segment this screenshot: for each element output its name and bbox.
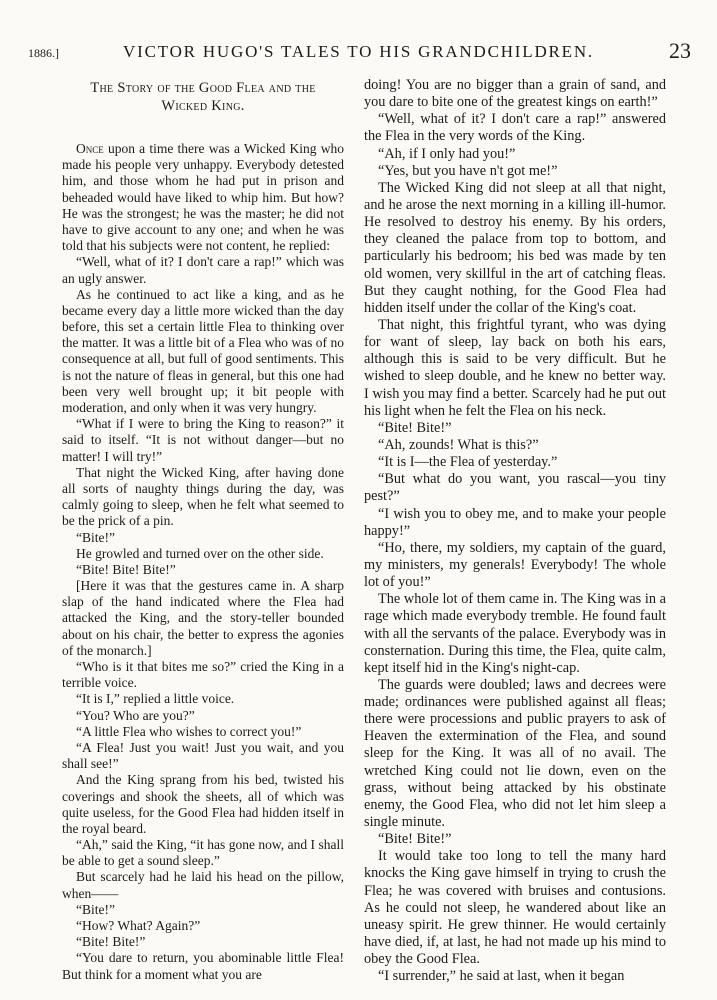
paragraph-text: “A little Flea who wishes to correct you!” <box>76 723 302 739</box>
paragraph-text: “I surrender,” he said at last, when it began <box>378 968 625 985</box>
left-column <box>62 80 344 983</box>
paragraph <box>364 163 666 180</box>
paragraph <box>364 968 666 985</box>
paragraph <box>62 465 344 530</box>
issue-date: 1886.] <box>28 46 59 60</box>
paragraph-text: “Ah, if I only had you!” <box>378 145 516 162</box>
paragraph-text: “Who is it that bites me so?” cried the King in a terrible voice. <box>62 659 344 691</box>
paragraph-text: “It is I—the Flea of yesterday.” <box>378 454 558 471</box>
paragraph <box>62 287 344 417</box>
paragraph <box>364 471 666 505</box>
paragraph <box>364 437 666 454</box>
paragraph-text: That night the Wicked King, after having done all sorts of naughty things during the day, was calmly going to sleep, when he felt what seemed to be the prick of a pin. <box>62 464 344 529</box>
paragraph-text: That night, this frightful tyrant, who was dying for want of sleep, lay back on both his ears, although this is said to be very difficult. But he wished to sleep double, and he knew no better way. I wish you may find a better. Scarcely had he put out his light when he felt the Flea on his neck. <box>364 316 666 419</box>
paragraph-text: “Bite! Bite!” <box>378 419 452 436</box>
paragraph-text: And the King sprang from his bed, twisted his coverings and shook the sheets, all of which was quite useless, for the Good Flea had hidden itself in the royal beard. <box>62 772 344 836</box>
paragraph <box>364 848 666 968</box>
paragraph <box>62 902 344 918</box>
paragraph <box>364 591 666 677</box>
paragraph <box>62 578 344 659</box>
paragraph-text: The Wicked King did not sleep at all that night, and he arose the next morning in a killing ill-humor. He resolved to destroy his enemy. By his orders, they cleaned the palace from top to bottom, and particularly his bedroom; his bed was made by ten old women, very skillful in the art of catching fleas. But they caught nothing, for the Good Flea had hidden itself under the collar of the King's coat. <box>364 179 666 316</box>
paragraph-text: The whole lot of them came in. The King was in a rage which made everybody tremble. He found fault with all the servants of the palace. Everybody was in consternation. During this time, the Flea, quite calm, kept itself hid in the King's night-cap. <box>364 591 666 676</box>
paragraph-text: “A Flea! Just you wait! Just you wait, and you shall see!” <box>62 739 344 772</box>
paragraph <box>364 317 666 420</box>
paragraph-text: “Well, what of it? I don't care a rap!” answered the Flea in the very words of the King. <box>364 111 666 145</box>
paragraph-text: “What if I were to bring the King to reason?” it said to itself. “It is not without danger—but no matter! I will try!” <box>62 416 344 464</box>
paragraph-text: He growled and turned over on the other side. <box>76 545 324 561</box>
paragraph <box>62 562 344 578</box>
paragraph <box>62 950 344 982</box>
paragraph <box>62 546 344 562</box>
page-number: 23 <box>669 38 691 63</box>
paragraph <box>62 141 344 254</box>
paragraph-text: “Bite! Bite! Bite!” <box>76 561 176 577</box>
paragraph-text: “How? What? Again?” <box>76 918 201 933</box>
paragraph-text: upon a time there was a Wicked King who made his people very unhappy. Everybody detested him, and those whom he had put in prison and beheaded would have liked to whip him. But how? He was the strongest; he was the master; he did not have to give account to any one; and when he was told that his subjects were not content, he replied: <box>62 141 344 254</box>
paragraph-text: “You dare to return, you abominable little Flea! But think for a moment what you are <box>62 950 344 982</box>
paragraph <box>62 918 344 934</box>
paragraph <box>364 111 666 145</box>
paragraph-text: It would take too long to tell the many hard knocks the King gave himself in trying to crush the Flea; he was covered with bruises and contusions. As he could not sleep, he wandered about like an uneasy spirit. He grew thinner. He would certainly have died, if, at last, he had not made up his mind to obey the Good Flea. <box>364 848 666 968</box>
paragraph-text: “Bite! Bite!” <box>378 831 452 848</box>
story-title-line-1: The Story of the Good Flea and the <box>90 80 316 96</box>
paragraph <box>62 708 344 724</box>
paragraph <box>364 146 666 163</box>
paragraph <box>62 837 344 869</box>
paragraph <box>364 77 666 111</box>
story-title-line-2: Wicked King. <box>161 97 245 114</box>
paragraph-text: “Bite!” <box>76 529 115 545</box>
running-title: VICTOR HUGO'S TALES TO HIS GRANDCHILDREN. <box>123 42 594 61</box>
paragraph-text: “Ah, zounds! What is this?” <box>378 436 539 453</box>
paragraph-text: “Bite!” <box>76 901 115 917</box>
paragraph <box>62 772 344 837</box>
paragraph-text: As he continued to act like a king, and as he became every day a little more wicked than the day before, this set a certain little Flea to thinking over the matter. It was a little bit of a Flea who was of no consequence at all, but full of good sentiments. This is not the nature of fleas in general, but this one had been very well brought up; it bit people with moderation, and only when it was very hungry. <box>62 286 344 415</box>
right-column <box>364 77 666 985</box>
paragraph <box>62 724 344 740</box>
paragraph <box>364 180 666 317</box>
paragraph-text: “But what do you want, you rascal—you tiny pest?” <box>364 471 666 505</box>
paragraph <box>364 831 666 848</box>
paragraph-text: “Ho, there, my soldiers, my captain of the guard, my ministers, my generals! Everybody! The whole lot of you!” <box>364 539 666 591</box>
paragraph-lead: Once <box>76 141 104 156</box>
paragraph <box>62 659 344 691</box>
paragraph-text: “Bite! Bite!” <box>76 934 146 950</box>
paragraph <box>62 254 344 286</box>
paragraph <box>62 740 344 772</box>
paragraph-text: The guards were doubled; laws and decrees were made; ordinances were published against all fleas; there were processions and public prayers to ask of Heaven the extermination of the Flea, and sound sleep for the King. It was all of no avail. The wretched King could not lie down, even on the grass, without being attacked by his obstinate enemy, the Good Flea, who did not let him sleep a single minute. <box>364 676 666 831</box>
paragraph <box>364 454 666 471</box>
paragraph <box>364 540 666 591</box>
paragraph-text: [Here it was that the gestures came in. A sharp slap of the hand indicated where the Flea had attacked the King, and the story-teller bounded about on his chair, the better to express the agonies of the monarch.] <box>62 578 344 658</box>
paragraph <box>364 420 666 437</box>
paragraph-text: doing! You are no bigger than a grain of sand, and you dare to bite one of the greatest kings on earth!” <box>364 77 666 111</box>
running-header <box>0 40 717 70</box>
paragraph <box>62 934 344 950</box>
paragraph-text: “You? Who are you?” <box>76 707 195 723</box>
paragraph-text: “Ah,” said the King, “it has gone now, and I shall be able to get a sound sleep.” <box>62 837 344 869</box>
paragraph <box>364 506 666 540</box>
paragraph <box>62 416 344 465</box>
story-title <box>62 80 344 115</box>
paragraph-text: But scarcely had he laid his head on the pillow, when—— <box>62 869 344 901</box>
paragraph-text: “It is I,” replied a little voice. <box>76 691 235 707</box>
paragraph-text: “Well, what of it? I don't care a rap!” which was an ugly answer. <box>62 254 344 286</box>
paragraph <box>62 691 344 707</box>
paragraph <box>62 869 344 901</box>
paragraph-text: “Yes, but you have n't got me!” <box>378 162 558 179</box>
paragraph <box>364 677 666 831</box>
paragraph <box>62 530 344 546</box>
paragraph-text: “I wish you to obey me, and to make your people happy!” <box>364 505 666 539</box>
